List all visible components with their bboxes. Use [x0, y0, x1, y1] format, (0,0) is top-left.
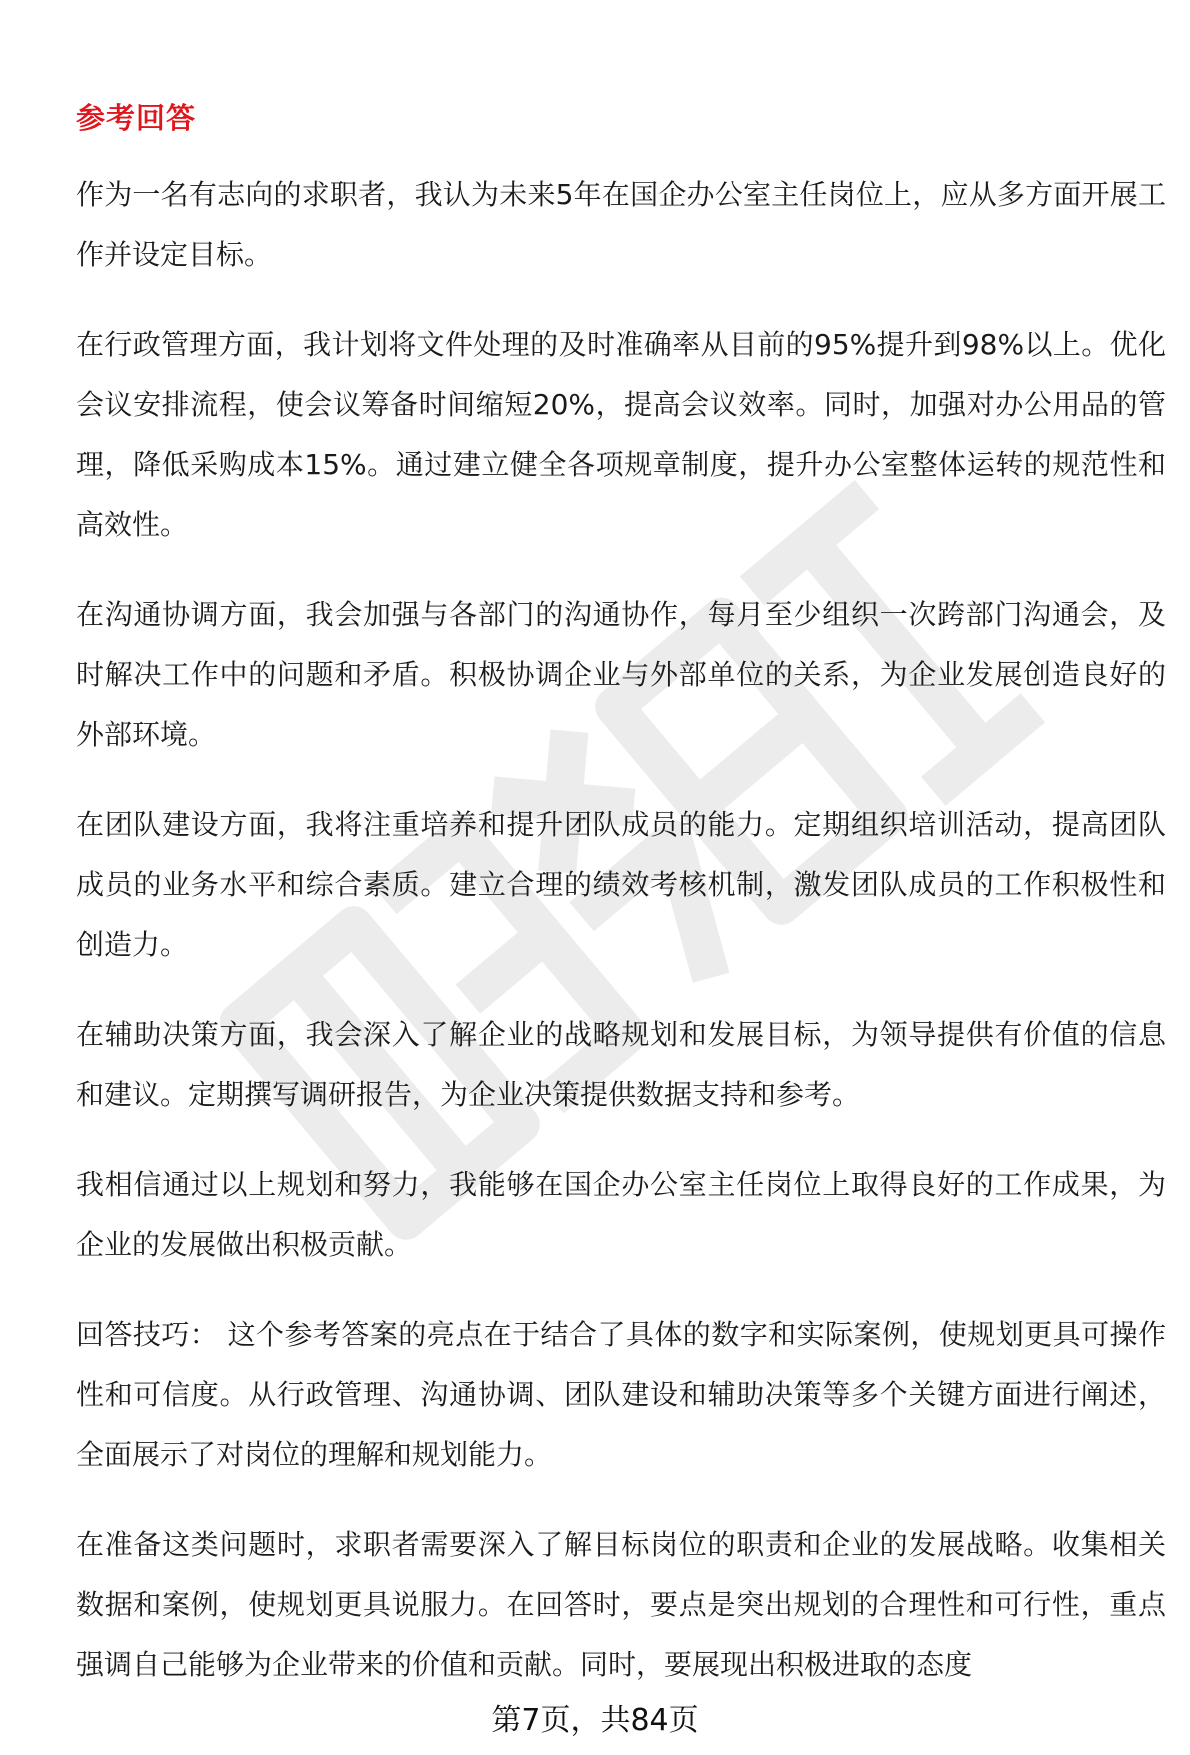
paragraph-decision-support: 在辅助决策方面，我会深入了解企业的战略规划和发展目标，为领导提供有价值的信息和建议。定期撰写调研报告，为企业决策提供数据支持和参考。 — [76, 1018, 1166, 1111]
page-number-footer: 第7页，共84页 — [491, 1703, 699, 1738]
answer-heading: 参考回答 — [76, 101, 197, 135]
answer-body — [76, 165, 1166, 1725]
paragraph-preparation: 在准备这类问题时，求职者需要深入了解目标岗位的职责和企业的发展战略。收集相关数据和案例，使规划更具说服力。在回答时，要点是突出规划的合理性和可行性，重点强调自己能够为企业带来的价值和贡献。同时，要展现出积极进取的态度 — [76, 1528, 1166, 1681]
paragraph-communication: 在沟通协调方面，我会加强与各部门的沟通协作，每月至少组织一次跨部门沟通会，及时解决工作中的问题和矛盾。积极协调企业与外部单位的关系，为企业发展创造良好的外部环境。 — [76, 598, 1166, 751]
paragraph-intro: 作为一名有志向的求职者，我认为未来5年在国企办公室主任岗位上，应从多方面开展工作并设定目标。 — [76, 178, 1166, 271]
paragraph-administration: 在行政管理方面，我计划将文件处理的及时准确率从目前的95%提升到98%以上。优化会议安排流程，使会议筹备时间缩短20%，提高会议效率。同时，加强对办公用品的管理，降低采购成本15%。通过建立健全各项规章制度，提升办公室整体运转的规范性和高效性。 — [76, 328, 1166, 541]
paragraph-conclusion: 我相信通过以上规划和努力，我能够在国企办公室主任岗位上取得良好的工作成果，为企业的发展做出积极贡献。 — [76, 1168, 1166, 1261]
paragraph-answer-tips: 回答技巧： 这个参考答案的亮点在于结合了具体的数字和实际案例，使规划更具可操作性和可信度。从行政管理、沟通协调、团队建设和辅助决策等多个关键方面进行阐述，全面展示了对岗位的理解和规划能力。 — [76, 1318, 1166, 1471]
paragraph-team-building: 在团队建设方面，我将注重培养和提升团队成员的能力。定期组织培训活动，提高团队成员的业务水平和综合素质。建立合理的绩效考核机制，激发团队成员的工作积极性和创造力。 — [76, 808, 1166, 961]
